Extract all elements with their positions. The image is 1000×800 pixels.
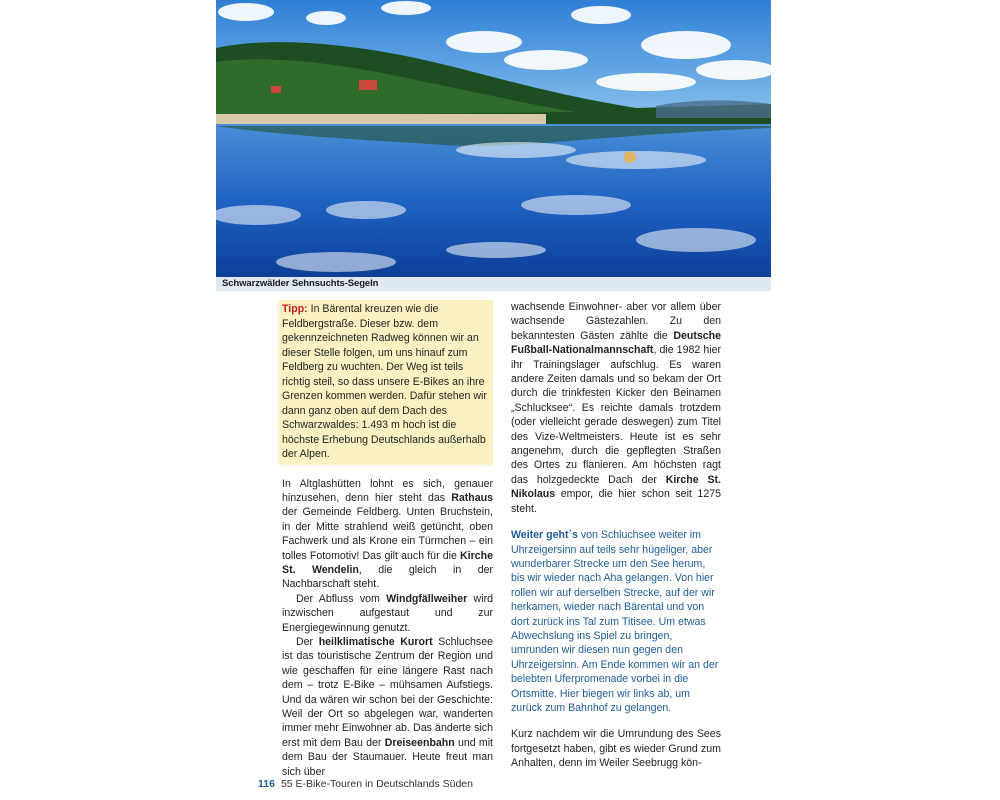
route-paragraph: Weiter geht´s von Schluchsee weiter im Uhrzeigersinn auf teils sehr hügeliger, aber wunderbarer Strecke um den See herum, bis wir wieder nach Aha gelangen. Von hier rollen wir auf derselben Strecke, auf der wir herkamen, wieder nach Bärental und von dort zurück ins Tal zum Titisee. Um etwas Abwechslung ins Spiel zu bringen, umrunden wir diesen nun gegen den Uhrzeigersinn. Am Ende kommen wir an der belebten Uferpromenade vorbei in die Ortsmitte. Hier biegen wir links ab, um zurück zum Bahnhof zu gelangen. (511, 529, 719, 714)
paragraph: Kurz nachdem wir die Umrundung des Sees fortgesetzt haben, gibt es wieder Grund zum Anhalten, denn im Weiler Seebrugg kön- (511, 728, 721, 770)
book-title: 55 E-Bike-Touren in Deutschlands Süden (280, 778, 473, 790)
paragraph: wachsende Einwohner- aber vor allem über wachsende Gästezahlen. Zu den bekanntesten Gästen zählte die Deutsche Fußball-Nationalmannschaft, die 1982 hier ihr Trainingslager aufschlug. Es waren andere Zeiten damals und so bekam der Ort durch die trinkfesten Kicker den Beinamen „Schlucksee“. Es reichte damals trotzdem (oder vielleicht gerade deswegen) zum Titel des Vize-Weltmeisters. Heute ist es sehr angenehm, durch die gepflegten Straßen des Ortes zu flanieren. Am höchsten ragt das holzgedeckte Dach der Kirche St. Nikolaus empor, die hier schon seit 1275 steht. (511, 301, 721, 515)
lake-photo (216, 0, 771, 277)
paragraph: Der Abfluss vom Windgfällweiher wird inzwischen aufgestaut und zur Energiegewinnung genutzt. (282, 592, 493, 634)
page-number: 116 (258, 778, 275, 790)
tip-label: Tipp: (282, 303, 308, 315)
lake-landscape-photo (216, 0, 771, 277)
tip-text: In Bärental kreuzen wie die Feldbergstraße. Dieser bzw. dem gekennzeichneten Radweg können wir an dieser Stelle folgen, um uns hinauf zum Feldberg zu wuchten. Der Weg ist teils richtig steil, so dass unsere E-Bikes an ihre Grenzen kommen werden. Dafür stehen wir dann ganz oben auf dem Dach des Schwarzwaldes: 1.493 m hoch ist die höchste Erhebung Deutschlands außerhalb der Alpen. (282, 303, 487, 460)
text-column-right (511, 300, 721, 771)
paragraph: In Altglashütten lohnt es sich, genauer hinzusehen, denn hier steht das Rathaus der Gemeinde Feldberg. Unten Bruchstein, in der Mitte strahlend weiß getüncht, oben Fachwerk und als Krone ein Türmchen – ein tolles Fotomotiv! Das gilt auch für die Kirche St. Wendelin, die gleich in der Nachbarschaft steht. (282, 477, 494, 591)
tip-box (279, 300, 493, 465)
page-footer (258, 778, 473, 790)
text-column-left (282, 300, 493, 779)
photo-caption: Schwarzwälder Sehnsuchts-Segeln (216, 277, 771, 291)
paragraph: Der heilklimatische Kurort Schluchsee ist das touristische Zentrum der Region und wie geschaffen für eine längere Rast nach dem – trotz E-Bike – mühsamen Aufstiegs. Und da wären wir schon bei der Geschichte: Weil der Ort so abgelegen war, wanderten immer mehr Einwohner ab. Das änderte sich erst mit dem Bau der Dreiseenbahn und mit dem Bau der Staumauer. Heute freut man sich über (282, 635, 494, 778)
